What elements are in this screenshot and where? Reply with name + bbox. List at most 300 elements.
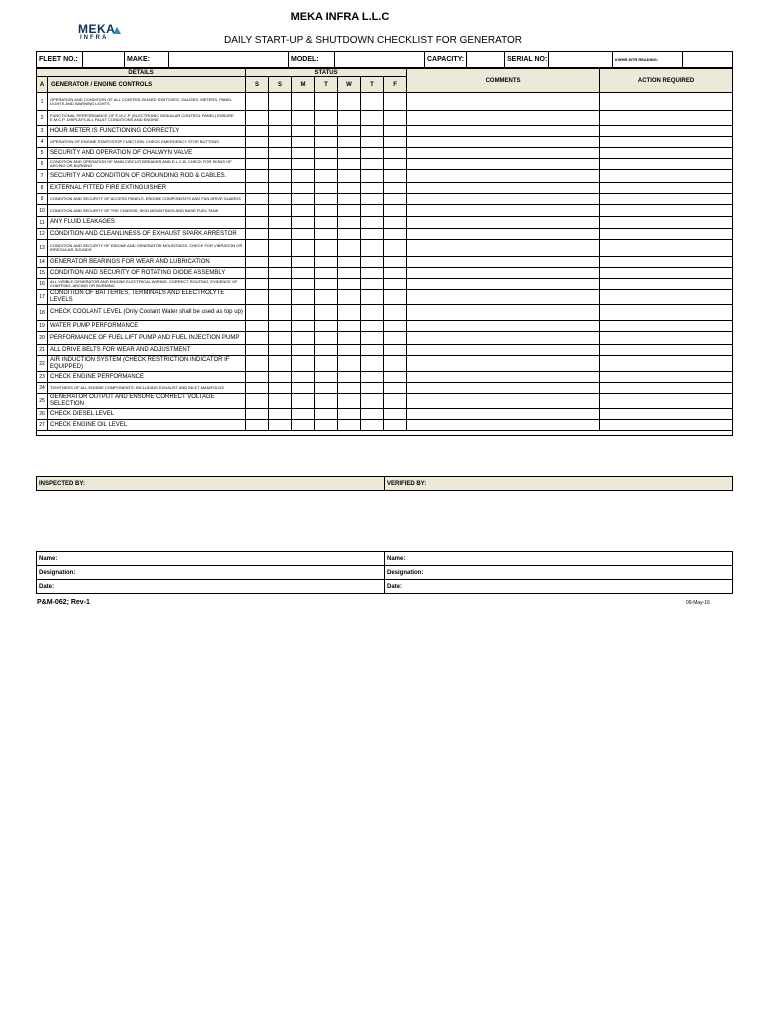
table-row	[37, 194, 733, 205]
status-cell[interactable]	[246, 305, 269, 321]
status-cell[interactable]	[246, 420, 269, 431]
status-cell[interactable]	[292, 137, 315, 148]
status-cell[interactable]	[292, 194, 315, 205]
comments-cell[interactable]	[407, 321, 600, 332]
item-number: 15	[37, 268, 48, 279]
item-description: GENERATOR OUTPUT AND ENSURE CORRECT VOLTAGE SELECTION	[48, 394, 246, 409]
status-cell[interactable]	[292, 111, 315, 126]
status-cell[interactable]	[315, 170, 338, 183]
status-cell[interactable]	[361, 345, 384, 356]
status-cell[interactable]	[246, 332, 269, 345]
status-cell[interactable]	[292, 345, 315, 356]
status-cell[interactable]	[361, 148, 384, 159]
action-required-cell[interactable]	[600, 321, 733, 332]
action-required-cell[interactable]	[600, 305, 733, 321]
comments-cell[interactable]	[407, 240, 600, 257]
action-required-cell[interactable]	[600, 372, 733, 383]
status-cell[interactable]	[384, 420, 407, 431]
status-cell[interactable]	[269, 290, 292, 305]
status-cell[interactable]	[292, 372, 315, 383]
table-row	[37, 409, 733, 420]
status-cell[interactable]	[292, 305, 315, 321]
status-cell[interactable]	[384, 321, 407, 332]
status-cell[interactable]	[246, 137, 269, 148]
status-cell[interactable]	[246, 394, 269, 409]
status-cell[interactable]	[292, 394, 315, 409]
status-cell[interactable]	[338, 126, 361, 137]
status-header: STATUS	[246, 69, 407, 77]
status-cell[interactable]	[384, 111, 407, 126]
status-cell[interactable]	[269, 321, 292, 332]
status-cell[interactable]	[315, 194, 338, 205]
comments-cell[interactable]	[407, 420, 600, 431]
status-cell[interactable]	[361, 229, 384, 240]
status-cell[interactable]	[292, 205, 315, 217]
status-cell[interactable]	[338, 409, 361, 420]
status-cell[interactable]	[315, 183, 338, 194]
action-required-cell[interactable]	[600, 194, 733, 205]
status-cell[interactable]	[384, 394, 407, 409]
status-cell[interactable]	[315, 217, 338, 229]
status-cell[interactable]	[246, 383, 269, 394]
status-cell[interactable]	[315, 93, 338, 111]
table-row	[37, 321, 733, 332]
status-cell[interactable]	[361, 279, 384, 290]
action-required-cell[interactable]	[600, 268, 733, 279]
status-cell[interactable]	[315, 356, 338, 372]
item-number: 21	[37, 345, 48, 356]
action-required-cell[interactable]	[600, 111, 733, 126]
action-required-cell[interactable]	[600, 126, 733, 137]
status-cell[interactable]	[246, 268, 269, 279]
table-row	[37, 126, 733, 137]
item-number: 8	[37, 183, 48, 194]
status-cell[interactable]	[246, 148, 269, 159]
status-cell[interactable]	[292, 290, 315, 305]
comments-cell[interactable]	[407, 126, 600, 137]
status-cell[interactable]	[292, 268, 315, 279]
status-cell[interactable]	[315, 137, 338, 148]
action-required-cell[interactable]	[600, 394, 733, 409]
status-cell[interactable]	[338, 305, 361, 321]
status-cell[interactable]	[384, 372, 407, 383]
status-cell[interactable]	[384, 240, 407, 257]
comments-cell[interactable]	[407, 229, 600, 240]
status-cell[interactable]	[338, 420, 361, 431]
status-cell[interactable]	[338, 257, 361, 268]
status-cell[interactable]	[361, 372, 384, 383]
item-description: PERFORMANCE OF FUEL LIFT PUMP AND FUEL INJECTION PUMP	[48, 332, 246, 345]
status-cell[interactable]	[292, 332, 315, 345]
action-required-cell[interactable]	[600, 183, 733, 194]
table-row	[37, 345, 733, 356]
status-cell[interactable]	[292, 240, 315, 257]
day-header-sun: S	[269, 77, 292, 93]
status-cell[interactable]	[292, 279, 315, 290]
table-row	[37, 383, 733, 394]
status-cell[interactable]	[315, 240, 338, 257]
status-cell[interactable]	[246, 93, 269, 111]
status-cell[interactable]	[269, 137, 292, 148]
status-cell[interactable]	[269, 148, 292, 159]
comments-cell[interactable]	[407, 217, 600, 229]
status-cell[interactable]	[384, 345, 407, 356]
status-cell[interactable]	[269, 305, 292, 321]
status-cell[interactable]	[315, 205, 338, 217]
status-cell[interactable]	[338, 217, 361, 229]
action-required-cell[interactable]	[600, 229, 733, 240]
details-header: DETAILS	[37, 69, 246, 77]
status-cell[interactable]	[246, 321, 269, 332]
status-cell[interactable]	[338, 183, 361, 194]
status-cell[interactable]	[338, 240, 361, 257]
day-header-sat: S	[246, 77, 269, 93]
comments-cell[interactable]	[407, 305, 600, 321]
comments-cell[interactable]	[407, 111, 600, 126]
status-cell[interactable]	[269, 372, 292, 383]
status-cell[interactable]	[361, 394, 384, 409]
status-cell[interactable]	[292, 321, 315, 332]
status-cell[interactable]	[315, 279, 338, 290]
status-cell[interactable]	[338, 205, 361, 217]
status-cell[interactable]	[292, 356, 315, 372]
make-field[interactable]	[169, 52, 289, 68]
table-row	[37, 159, 733, 170]
status-cell[interactable]	[338, 148, 361, 159]
status-cell[interactable]	[384, 148, 407, 159]
status-cell[interactable]	[292, 257, 315, 268]
status-cell[interactable]	[269, 332, 292, 345]
verifier-name-field[interactable]: Name:	[385, 552, 733, 566]
kwhr-reading-field[interactable]	[683, 52, 733, 68]
status-cell[interactable]	[338, 268, 361, 279]
comments-cell[interactable]	[407, 194, 600, 205]
status-cell[interactable]	[269, 183, 292, 194]
serial-no-label: SERIAL NO:	[505, 52, 549, 68]
comments-cell[interactable]	[407, 356, 600, 372]
status-cell[interactable]	[246, 290, 269, 305]
status-cell[interactable]	[384, 383, 407, 394]
status-cell[interactable]	[246, 194, 269, 205]
comments-cell[interactable]	[407, 345, 600, 356]
comments-cell[interactable]	[407, 268, 600, 279]
status-cell[interactable]	[269, 240, 292, 257]
inspector-name-field[interactable]: Name:	[37, 552, 385, 566]
status-cell[interactable]	[384, 137, 407, 148]
status-cell[interactable]	[384, 170, 407, 183]
status-cell[interactable]	[338, 345, 361, 356]
status-cell[interactable]	[384, 229, 407, 240]
status-cell[interactable]	[269, 229, 292, 240]
status-cell[interactable]	[315, 229, 338, 240]
comments-cell[interactable]	[407, 183, 600, 194]
comments-cell[interactable]	[407, 383, 600, 394]
comments-cell[interactable]	[407, 170, 600, 183]
status-cell[interactable]	[384, 268, 407, 279]
table-row	[37, 268, 733, 279]
status-cell[interactable]	[361, 111, 384, 126]
item-description: CHECK DIESEL LEVEL	[48, 409, 246, 420]
action-required-cell[interactable]	[600, 279, 733, 290]
status-cell[interactable]	[338, 170, 361, 183]
item-number: 14	[37, 257, 48, 268]
status-cell[interactable]	[361, 194, 384, 205]
comments-cell[interactable]	[407, 137, 600, 148]
status-cell[interactable]	[246, 205, 269, 217]
action-required-cell[interactable]	[600, 356, 733, 372]
status-cell[interactable]	[361, 205, 384, 217]
table-row	[37, 217, 733, 229]
status-cell[interactable]	[384, 305, 407, 321]
status-cell[interactable]	[338, 332, 361, 345]
status-cell[interactable]	[338, 383, 361, 394]
status-cell[interactable]	[361, 257, 384, 268]
status-cell[interactable]	[384, 409, 407, 420]
status-cell[interactable]	[361, 217, 384, 229]
status-cell[interactable]	[338, 321, 361, 332]
action-required-cell[interactable]	[600, 345, 733, 356]
status-cell[interactable]	[292, 229, 315, 240]
comments-cell[interactable]	[407, 394, 600, 409]
status-cell[interactable]	[269, 257, 292, 268]
status-cell[interactable]	[315, 257, 338, 268]
status-cell[interactable]	[384, 332, 407, 345]
status-cell[interactable]	[246, 372, 269, 383]
status-cell[interactable]	[292, 148, 315, 159]
status-cell[interactable]	[269, 93, 292, 111]
status-cell[interactable]	[384, 217, 407, 229]
inspector-date-field[interactable]: Date:	[37, 580, 385, 594]
status-cell[interactable]	[246, 279, 269, 290]
status-cell[interactable]	[246, 111, 269, 126]
table-row	[37, 420, 733, 431]
status-cell[interactable]	[361, 93, 384, 111]
status-cell[interactable]	[246, 126, 269, 137]
action-required-cell[interactable]	[600, 205, 733, 217]
document-date: 09-May-16	[686, 600, 710, 606]
action-required-cell[interactable]	[600, 240, 733, 257]
action-required-cell[interactable]	[600, 383, 733, 394]
comments-cell[interactable]	[407, 93, 600, 111]
verifier-designation-field[interactable]: Designation:	[385, 566, 733, 580]
fleet-no-field[interactable]	[83, 52, 125, 68]
status-cell[interactable]	[338, 279, 361, 290]
status-cell[interactable]	[269, 111, 292, 126]
comments-cell[interactable]	[407, 205, 600, 217]
table-row	[37, 257, 733, 268]
status-cell[interactable]	[361, 159, 384, 170]
action-required-cell[interactable]	[600, 170, 733, 183]
status-cell[interactable]	[384, 183, 407, 194]
comments-cell[interactable]	[407, 148, 600, 159]
item-number: 12	[37, 229, 48, 240]
signoff-details-table	[36, 551, 733, 594]
comments-cell[interactable]	[407, 159, 600, 170]
comments-cell[interactable]	[407, 409, 600, 420]
verifier-date-field[interactable]: Date:	[385, 580, 733, 594]
inspected-by-label: INSPECTED BY:	[37, 477, 385, 491]
status-cell[interactable]	[338, 290, 361, 305]
status-cell[interactable]	[269, 383, 292, 394]
status-cell[interactable]	[246, 170, 269, 183]
item-description: SECURITY AND CONDITION OF GROUNDING ROD & CABLES.	[48, 170, 246, 183]
status-cell[interactable]	[315, 290, 338, 305]
status-cell[interactable]	[269, 159, 292, 170]
status-cell[interactable]	[292, 93, 315, 111]
status-cell[interactable]	[246, 240, 269, 257]
table-row	[37, 394, 733, 409]
item-number: 22	[37, 356, 48, 372]
status-cell[interactable]	[269, 268, 292, 279]
status-cell[interactable]	[269, 356, 292, 372]
status-cell[interactable]	[361, 268, 384, 279]
status-cell[interactable]	[361, 170, 384, 183]
kwhr-reading-label: KWHR MTR READING:	[613, 52, 683, 68]
status-cell[interactable]	[292, 420, 315, 431]
item-number: 9	[37, 194, 48, 205]
status-cell[interactable]	[292, 383, 315, 394]
status-cell[interactable]	[292, 217, 315, 229]
status-cell[interactable]	[246, 356, 269, 372]
status-cell[interactable]	[361, 137, 384, 148]
model-field[interactable]	[335, 52, 425, 68]
comments-cell[interactable]	[407, 279, 600, 290]
status-cell[interactable]	[315, 332, 338, 345]
status-cell[interactable]	[315, 111, 338, 126]
status-cell[interactable]	[361, 332, 384, 345]
capacity-field[interactable]	[467, 52, 505, 68]
status-cell[interactable]	[338, 137, 361, 148]
status-cell[interactable]	[384, 126, 407, 137]
action-required-cell[interactable]	[600, 217, 733, 229]
action-required-cell[interactable]	[600, 159, 733, 170]
status-cell[interactable]	[384, 279, 407, 290]
status-cell[interactable]	[315, 372, 338, 383]
status-cell[interactable]	[384, 159, 407, 170]
status-cell[interactable]	[269, 170, 292, 183]
action-required-cell[interactable]	[600, 257, 733, 268]
item-description: WATER PUMP PERFORMANCE	[48, 321, 246, 332]
status-cell[interactable]	[315, 126, 338, 137]
status-cell[interactable]	[269, 409, 292, 420]
status-cell[interactable]	[361, 305, 384, 321]
status-cell[interactable]	[361, 183, 384, 194]
status-cell[interactable]	[315, 383, 338, 394]
item-description: OPERATION OF ENGINE START/STOP FUNCTION. CHECK EMERGENCY STOP BUTTONS	[48, 137, 246, 148]
status-cell[interactable]	[315, 305, 338, 321]
status-cell[interactable]	[269, 420, 292, 431]
comments-cell[interactable]	[407, 332, 600, 345]
status-cell[interactable]	[269, 217, 292, 229]
status-cell[interactable]	[315, 268, 338, 279]
status-cell[interactable]	[361, 383, 384, 394]
status-cell[interactable]	[246, 409, 269, 420]
status-cell[interactable]	[269, 279, 292, 290]
status-cell[interactable]	[315, 409, 338, 420]
status-cell[interactable]	[246, 183, 269, 194]
status-cell[interactable]	[246, 257, 269, 268]
status-cell[interactable]	[315, 321, 338, 332]
status-cell[interactable]	[361, 409, 384, 420]
status-cell[interactable]	[269, 205, 292, 217]
action-required-cell[interactable]	[600, 332, 733, 345]
status-cell[interactable]	[292, 183, 315, 194]
status-cell[interactable]	[292, 159, 315, 170]
status-cell[interactable]	[292, 170, 315, 183]
comments-cell[interactable]	[407, 257, 600, 268]
status-cell[interactable]	[384, 290, 407, 305]
action-required-cell[interactable]	[600, 420, 733, 431]
status-cell[interactable]	[315, 159, 338, 170]
status-cell[interactable]	[384, 205, 407, 217]
action-required-cell[interactable]	[600, 290, 733, 305]
status-cell[interactable]	[338, 194, 361, 205]
status-cell[interactable]	[361, 420, 384, 431]
status-cell[interactable]	[246, 345, 269, 356]
status-cell[interactable]	[361, 321, 384, 332]
status-cell[interactable]	[361, 356, 384, 372]
action-required-cell[interactable]	[600, 148, 733, 159]
status-cell[interactable]	[292, 126, 315, 137]
action-required-cell[interactable]	[600, 409, 733, 420]
status-cell[interactable]	[315, 420, 338, 431]
document-reference: P&M-062; Rev-1	[37, 599, 90, 606]
status-cell[interactable]	[384, 356, 407, 372]
fleet-no-label: FLEET NO.:	[37, 52, 83, 68]
status-cell[interactable]	[338, 356, 361, 372]
status-cell[interactable]	[315, 148, 338, 159]
status-cell[interactable]	[384, 194, 407, 205]
status-cell[interactable]	[338, 159, 361, 170]
status-cell[interactable]	[269, 126, 292, 137]
status-cell[interactable]	[315, 394, 338, 409]
status-cell[interactable]	[246, 229, 269, 240]
action-required-cell[interactable]	[600, 93, 733, 111]
inspector-designation-field[interactable]: Designation:	[37, 566, 385, 580]
status-cell[interactable]	[269, 394, 292, 409]
status-cell[interactable]	[338, 111, 361, 126]
status-cell[interactable]	[338, 394, 361, 409]
status-cell[interactable]	[361, 290, 384, 305]
status-cell[interactable]	[338, 93, 361, 111]
comments-cell[interactable]	[407, 372, 600, 383]
item-description: FUNCTIONAL PERFORMANCE OF E.M.C.P. (ELECTRONIC MODULAR CONTROL PANEL) ENSURE E.M.C.P. DISPLAYS ALL FAULT CONDITIONS AND ENGINE	[48, 111, 246, 126]
status-cell[interactable]	[361, 126, 384, 137]
status-cell[interactable]	[246, 159, 269, 170]
status-cell[interactable]	[269, 194, 292, 205]
status-cell[interactable]	[338, 229, 361, 240]
action-required-header: ACTION REQUIRED	[600, 69, 733, 93]
item-number: 27	[37, 420, 48, 431]
table-row	[37, 183, 733, 194]
status-cell[interactable]	[338, 372, 361, 383]
serial-no-field[interactable]	[549, 52, 613, 68]
comments-cell[interactable]	[407, 290, 600, 305]
status-cell[interactable]	[361, 240, 384, 257]
status-cell[interactable]	[269, 345, 292, 356]
item-number: 17	[37, 290, 48, 305]
status-cell[interactable]	[246, 217, 269, 229]
status-cell[interactable]	[315, 345, 338, 356]
status-cell[interactable]	[292, 409, 315, 420]
action-required-cell[interactable]	[600, 137, 733, 148]
model-label: MODEL:	[289, 52, 335, 68]
table-row	[37, 148, 733, 159]
status-cell[interactable]	[384, 257, 407, 268]
table-row	[37, 279, 733, 290]
status-cell[interactable]	[384, 93, 407, 111]
item-description: OPERATION AND CONDITION OF ALL CONTROL BOARD SWITCHES, GAUGES, METERS, PANEL LIGHTS AND WARNING LIGHTS	[48, 93, 246, 111]
